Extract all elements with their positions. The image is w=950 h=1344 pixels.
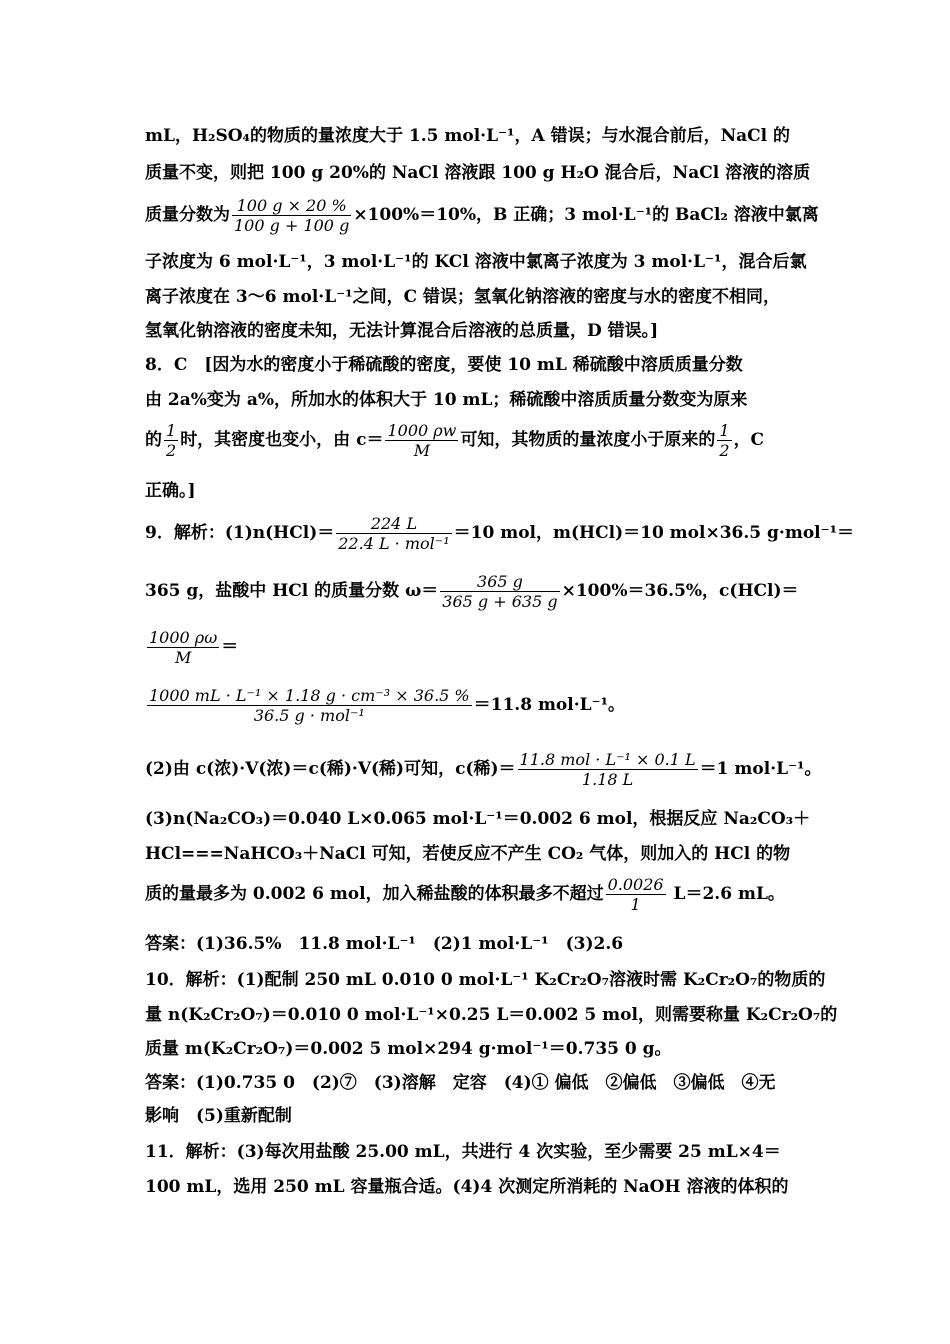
fraction: $\frac{\text{11.8 mol · L⁻¹ × 0.1 L}}{1.18 L}$ <box>519 750 696 790</box>
text-line: 10．解析：(1)配制 250 mL 0.010 0 mol·L⁻¹ K₂Cr₂O₇溶液时需 K₂Cr₂O₇的物质的 <box>145 970 826 990</box>
fraction: $\frac{1000 \rho w}{M}$ <box>387 421 457 461</box>
text-line: 正确。] <box>145 481 196 501</box>
text-line: 影响 (5)重新配制 <box>145 1106 292 1126</box>
text-line: 由 2a%变为 a%，所加水的体积大于 10 mL；稀硫酸中溶质质量分数变为原来 <box>145 390 748 410</box>
text-line: 氢氧化钠溶液的密度未知，无法计算混合后溶液的总质量，D 错误。] <box>145 321 659 341</box>
text-line: 离子浓度在 3～6 mol·L⁻¹之间，C 错误；氢氧化钠溶液的密度与水的密度不相同， <box>145 287 781 307</box>
text-line-fraction: $\frac{\text{1000 mL · L⁻¹ × 1.18 g · cm⁻³ × 36.5 \%}}{\text{36.5 g · mol⁻¹}}$ ＝11.8 mol·L⁻¹。 <box>149 686 626 726</box>
fraction: $\frac{100 g \times 20 \%}{100 g + 100 g}$ <box>234 196 350 236</box>
text-line: 11．解析：(3)每次用盐酸 25.00 mL，共进行 4 次实验，至少需要 25 mL×4＝ <box>145 1142 781 1162</box>
answer-line: 答案：(1)0.735 0 (2)⑦ (3)溶解 定容 (4)① 偏低 ②偏低 ③偏低 ④无 <box>145 1073 776 1093</box>
text-line-fraction: 365 g，盐酸中 HCl 的质量分数 ω＝ $\frac{365 g}{365 g + 635 g}$ ×100%＝36.5%，c(HCl)＝ <box>145 572 799 612</box>
text-line-fraction: 的 $\frac{1}{2}$ 时，其密度也变小，由 c＝ $\frac{1000 \rho w}{M}$ 可知，其物质的量浓度小于原来的 $\frac{1}{2}$ ，C <box>145 421 765 461</box>
text-line: 100 mL，选用 250 mL 容量瓶合适。(4)4 次测定所消耗的 NaOH 溶液的体积的 <box>145 1177 789 1197</box>
text-line-fraction: $\frac{1000 \rho\omega}{M}$ ＝ <box>149 628 239 668</box>
text-line: 质量 m(K₂Cr₂O₇)＝0.002 5 mol×294 g·mol⁻¹＝0.735 0 g。 <box>145 1039 672 1059</box>
text-line: 8．C [因为水的密度小于稀硫酸的密度，要使 10 mL 稀硫酸中溶质质量分数 <box>145 355 743 375</box>
fraction: $\frac{0.0026}{1}$ <box>607 875 664 915</box>
text-line: HCl===NaHCO₃＋NaCl 可知，若使反应不产生 CO₂ 气体，则加入的 HCl 的物 <box>145 844 791 864</box>
text-line: mL，H₂SO₄的物质的量浓度大于 1.5 mol·L⁻¹，A 错误；与水混合前后，NaCl 的 <box>145 126 791 146</box>
text-line: 子浓度为 6 mol·L⁻¹，3 mol·L⁻¹的 KCl 溶液中氯离子浓度为 3 mol·L⁻¹，混合后氯 <box>145 252 807 272</box>
fraction: $\frac{\text{1000 mL · L⁻¹ × 1.18 g · cm⁻³ × 36.5 \%}}{\text{36.5 g · mol⁻¹}}$ <box>149 686 470 726</box>
fraction: $\frac{1000 \rho\omega}{M}$ <box>149 628 218 668</box>
fraction: $\frac{365 g}{365 g + 635 g}$ <box>442 572 558 612</box>
text-line-fraction: 9．解析：(1)n(HCl)＝ $\frac{224 L}{\text{22.4 L · mol⁻¹}}$ ＝10 mol，m(HCl)＝10 mol×36.5 g·mol⁻¹＝ <box>145 514 855 554</box>
text-line-fraction: 质的量最多为 0.002 6 mol，加入稀盐酸的体积最多不超过 $\frac{0.0026}{1}$ L＝2.6 mL。 <box>145 875 785 915</box>
text-line-fraction: 质量分数为 $\frac{100 g \times 20 \%}{100 g + 100 g}$ ×100%＝10%，B 正确；3 mol·L⁻¹的 BaCl₂ 溶液中氯离 <box>145 196 819 236</box>
text-line: 质量不变，则把 100 g 20%的 NaCl 溶液跟 100 g H₂O 混合后，NaCl 溶液的溶质 <box>145 163 811 183</box>
text-line: 量 n(K₂Cr₂O₇)＝0.010 0 mol·L⁻¹×0.25 L＝0.002 5 mol，则需要称量 K₂Cr₂O₇的 <box>145 1005 838 1025</box>
text-line-fraction: (2)由 c(浓)·V(浓)＝c(稀)·V(稀)可知，c(稀)＝ $\frac{\text{11.8 mol · L⁻¹ × 0.1 L}}{1.18 L}$ ＝1 mol·L⁻¹。 <box>145 750 822 790</box>
answer-line: 答案：(1)36.5% 11.8 mol·L⁻¹ (2)1 mol·L⁻¹ (3)2.6 <box>145 934 624 954</box>
fraction: $\frac{1}{2}$ <box>719 421 730 461</box>
fraction: $\frac{224 L}{\text{22.4 L · mol⁻¹}}$ <box>338 514 450 554</box>
text-line: (3)n(Na₂CO₃)＝0.040 L×0.065 mol·L⁻¹＝0.002 6 mol，根据反应 Na₂CO₃＋ <box>145 809 811 829</box>
fraction: $\frac{1}{2}$ <box>166 421 177 461</box>
